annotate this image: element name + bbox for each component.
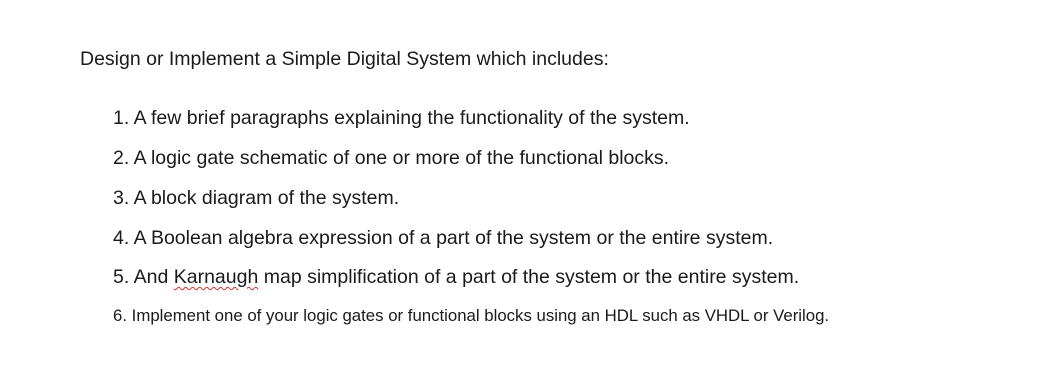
list-text: Implement one of your logic gates or functional blocks using an HDL such as VHDL or Verilog. — [131, 306, 830, 325]
list-number: 2. — [113, 147, 130, 169]
list-text: A Boolean algebra expression of a part of the system or the entire system. — [133, 227, 774, 249]
list-item-5 — [113, 264, 799, 290]
list-number: 1. — [113, 107, 130, 129]
list-item-1 — [113, 105, 690, 131]
misspelled-word[interactable]: Karnaugh — [173, 266, 259, 288]
list-number: 6. — [113, 306, 127, 325]
list-text-after: map simplification of a part of the system or the entire system. — [263, 266, 800, 288]
list-text: A logic gate schematic of one or more of the functional blocks. — [133, 147, 670, 169]
list-number: 5. — [113, 266, 130, 288]
document-heading: Design or Implement a Simple Digital System which includes: — [80, 48, 609, 70]
list-item-6 — [113, 303, 829, 329]
list-item-3 — [113, 185, 399, 211]
list-number: 3. — [113, 187, 130, 209]
list-text: A block diagram of the system. — [133, 187, 400, 209]
list-number: 4. — [113, 227, 130, 249]
list-item-2 — [113, 145, 669, 171]
list-item-4 — [113, 225, 773, 251]
list-text: A few brief paragraphs explaining the functionality of the system. — [133, 107, 690, 129]
list-text-before: And — [133, 266, 169, 288]
